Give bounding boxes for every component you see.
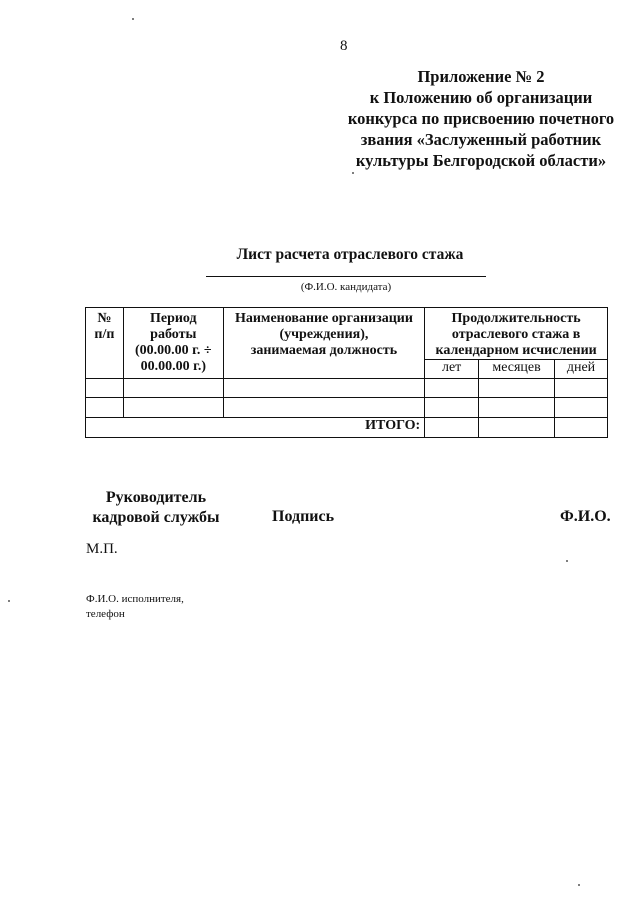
scan-speck xyxy=(578,884,580,886)
header-period: Период работы (00.00.00 г. ÷ 00.00.00 г.) xyxy=(123,308,223,379)
total-years xyxy=(425,418,479,438)
appendix-line: к Положению об организации xyxy=(369,88,593,107)
scan-speck xyxy=(132,18,134,20)
appendix-line: культуры Белгородской области» xyxy=(355,151,607,170)
appendix-heading xyxy=(340,66,622,171)
sheet-title: Лист расчета отраслевого стажа xyxy=(236,246,464,263)
header-duration: Продолжительность отраслевого стажа в календарном исчислении xyxy=(425,308,608,360)
total-row xyxy=(86,418,608,438)
cell-period xyxy=(123,398,223,418)
seniority-table xyxy=(85,307,608,438)
total-months xyxy=(479,418,555,438)
cell-organization xyxy=(223,398,425,418)
candidate-name-caption: (Ф.И.О. кандидата) xyxy=(300,281,392,293)
signature-label: Подпись xyxy=(272,508,335,525)
scan-speck xyxy=(352,172,354,174)
header-number: № п/п xyxy=(86,308,124,379)
cell-number xyxy=(86,379,124,398)
scan-speck xyxy=(566,560,568,562)
header-years: лет xyxy=(425,360,479,379)
appendix-line: конкурса по присвоению почетного xyxy=(347,109,615,128)
total-label: ИТОГО: xyxy=(86,418,425,438)
page-number: 8 xyxy=(340,38,348,54)
appendix-line: звания «Заслуженный работник xyxy=(360,130,602,149)
appendix-line: Приложение № 2 xyxy=(417,67,545,86)
cell-months xyxy=(479,398,555,418)
candidate-name-line xyxy=(206,276,486,277)
executor-contact: Ф.И.О. исполнителя, телефон xyxy=(86,593,184,620)
header-organization: Наименование организации (учреждения), занимаемая должность xyxy=(223,308,425,379)
cell-period xyxy=(123,379,223,398)
total-days xyxy=(555,418,608,438)
cell-number xyxy=(86,398,124,418)
fio-label: Ф.И.О. xyxy=(560,508,611,525)
stamp-label: М.П. xyxy=(86,541,118,557)
table-row xyxy=(86,398,608,418)
cell-organization xyxy=(223,379,425,398)
table-row xyxy=(86,379,608,398)
cell-days xyxy=(555,379,608,398)
cell-years xyxy=(425,379,479,398)
cell-months xyxy=(479,379,555,398)
header-days: дней xyxy=(555,360,608,379)
scan-speck xyxy=(8,600,10,602)
header-months: месяцев xyxy=(479,360,555,379)
cell-years xyxy=(425,398,479,418)
cell-days xyxy=(555,398,608,418)
hr-head-label: Руководитель кадровой службы xyxy=(92,489,220,526)
